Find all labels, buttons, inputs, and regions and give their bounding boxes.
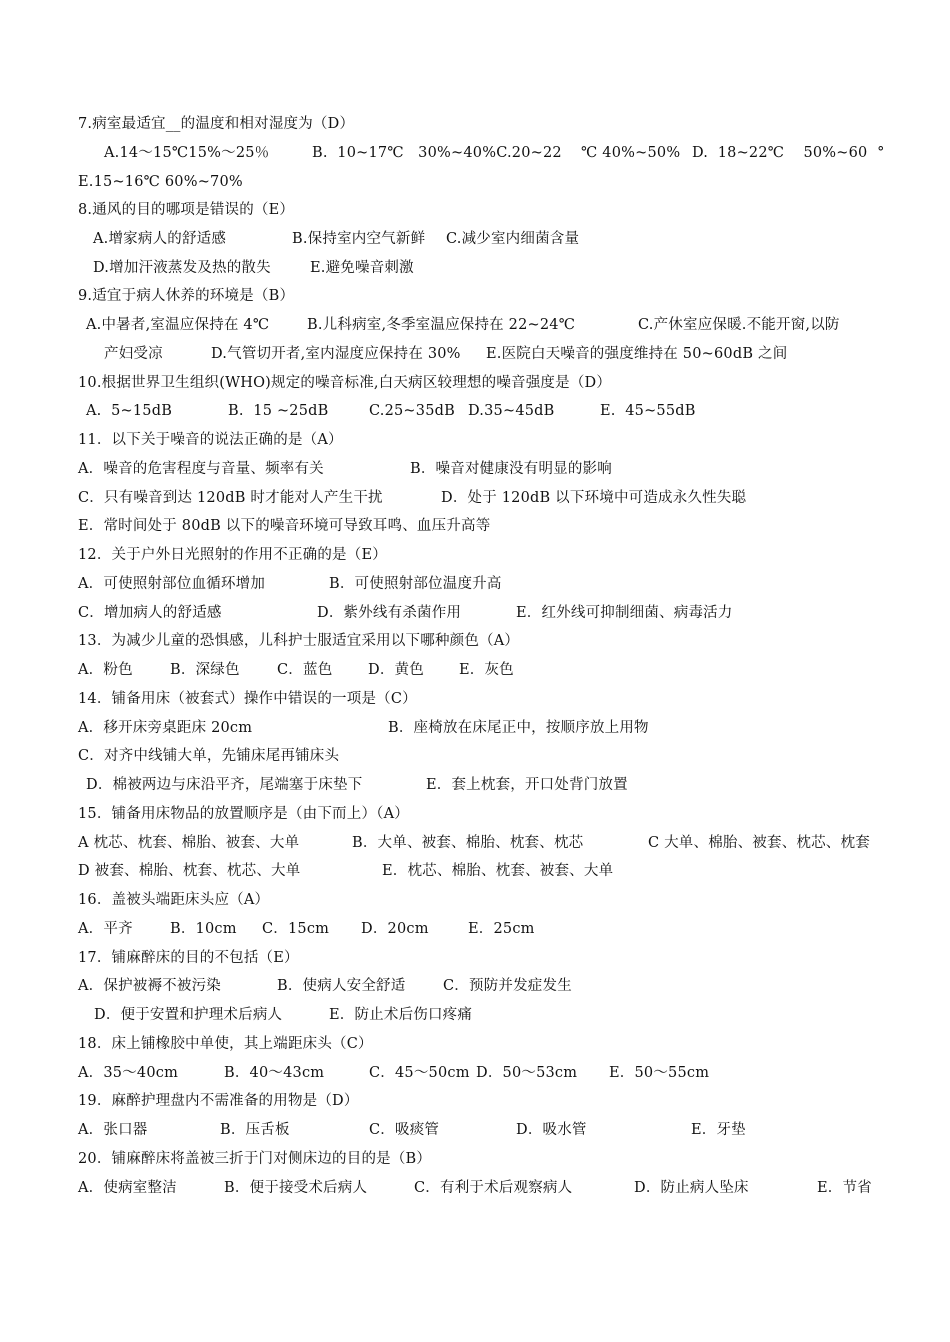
option-18c: C．45～50cm <box>369 1065 470 1081</box>
option-15a: A 枕芯、枕套、棉胎、被套、大单 <box>78 835 300 851</box>
option-15d: D 被套、棉胎、枕套、枕芯、大单 <box>78 863 301 879</box>
option-19b: B．压舌板 <box>220 1122 290 1138</box>
option-11a: A．噪音的危害程度与音量、频率有关 <box>78 461 324 477</box>
option-20c: C．有利于术后观察病人 <box>414 1180 573 1196</box>
option-17c: C．预防并发症发生 <box>443 978 572 994</box>
option-8a: A.增家病人的舒适感 <box>93 231 227 247</box>
option-13b: B．深绿色 <box>170 662 240 678</box>
option-10a: A. 5~15dB <box>86 403 173 419</box>
option-17e: E．防止术后伤口疼痛 <box>329 1007 473 1023</box>
option-14d: D．棉被两边与床沿平齐，尾端塞于床垫下 <box>86 777 363 793</box>
option-12a: A．可使照射部位血循环增加 <box>78 576 266 592</box>
question-12: 12．关于户外日光照射的作用不正确的是（E） <box>78 547 387 563</box>
option-8c: C.减少室内细菌含量 <box>446 231 580 247</box>
option-14b: B．座椅放在床尾正中，按顺序放上用物 <box>388 720 649 736</box>
option-17b: B．使病人安全舒适 <box>277 978 406 994</box>
option-13d: D．黄色 <box>368 662 424 678</box>
question-16: 16．盖被头端距床头应（A） <box>78 892 270 908</box>
option-14c: C．对齐中线铺大单，先铺床尾再铺床头 <box>78 748 340 764</box>
option-10d: D.35~45dB <box>468 403 555 419</box>
option-8b: B.保持室内空气新鲜 <box>292 231 426 247</box>
option-20e: E．节省 <box>817 1180 872 1196</box>
option-10e: E. 45~55dB <box>600 403 696 419</box>
option-18b: B．40～43cm <box>224 1065 325 1081</box>
option-9b: B.儿科病室,冬季室温应保持在 22~24℃ <box>307 317 576 333</box>
option-8d: D.增加汗液蒸发及热的散失 <box>93 260 271 276</box>
option-12c: C．增加病人的舒适感 <box>78 605 222 621</box>
option-16b: B．10cm <box>170 921 237 937</box>
option-18a: A．35～40cm <box>78 1065 179 1081</box>
option-20b: B．便于接受术后病人 <box>224 1180 368 1196</box>
option-17a: A．保护被褥不被污染 <box>78 978 221 994</box>
option-7e: E.15~16℃ 60%~70% <box>78 174 243 190</box>
option-19d: D．吸水管 <box>516 1122 587 1138</box>
question-14: 14．铺备用床（被套式）操作中错误的一项是（C） <box>78 691 417 707</box>
option-16e: E．25cm <box>468 921 535 937</box>
option-11d: D．处于 120dB 以下环境中可造成永久性失聪 <box>441 490 747 506</box>
option-9c-cont: 产妇受凉 <box>104 346 163 362</box>
option-11c: C．只有噪音到达 120dB 时才能对人产生干扰 <box>78 490 383 506</box>
option-11e: E．常时间处于 80dB 以下的噪音环境可导致耳鸣、血压升高等 <box>78 518 491 534</box>
option-12d: D．紫外线有杀菌作用 <box>317 605 462 621</box>
question-10: 10.根据世界卫生组织(WHO)规定的噪音标准,白天病区较理想的噪音强度是（D） <box>78 375 612 391</box>
option-18d: D．50～53cm <box>476 1065 578 1081</box>
question-17: 17．铺麻醉床的目的不包括（E） <box>78 950 299 966</box>
option-16d: D．20cm <box>361 921 429 937</box>
option-7bc: B. 10~17℃ 30%~40%C.20~22 ℃ 40%~50% <box>312 145 681 161</box>
option-16c: C．15cm <box>262 921 330 937</box>
question-9: 9.适宜于病人休养的环境是（B） <box>78 288 295 304</box>
option-20d: D．防止病人坠床 <box>634 1180 749 1196</box>
option-19a: A．张口器 <box>78 1122 148 1138</box>
option-17d: D．便于安置和护理术后病人 <box>94 1007 283 1023</box>
option-9a: A.中暑者,室温应保持在 4℃ <box>86 317 270 333</box>
option-13a: A．粉色 <box>78 662 133 678</box>
option-19e: E．牙垫 <box>691 1122 746 1138</box>
option-15c: C 大单、棉胎、被套、枕芯、枕套 <box>648 835 870 851</box>
question-11: 11．以下关于噪音的说法正确的是（A） <box>78 432 343 448</box>
option-20a: A．使病室整洁 <box>78 1180 177 1196</box>
option-12e: E．红外线可抑制细菌、病毒活力 <box>516 605 733 621</box>
option-9d: D.气管切开者,室内湿度应保持在 30% <box>211 346 461 362</box>
question-19: 19．麻醉护理盘内不需准备的用物是（D） <box>78 1093 359 1109</box>
option-9c: C.产休室应保暖.不能开窗,以防 <box>638 317 840 333</box>
option-18e: E．50～55cm <box>609 1065 710 1081</box>
question-13: 13．为减少儿童的恐惧感，儿科护士服适宜采用以下哪种颜色（A） <box>78 633 520 649</box>
option-16a: A．平齐 <box>78 921 133 937</box>
option-9e: E.医院白天噪音的强度维持在 50~60dB 之间 <box>486 346 788 362</box>
option-10b: B. 15 ~25dB <box>228 403 329 419</box>
option-13c: C．蓝色 <box>277 662 333 678</box>
question-7: 7.病室最适宜__的温度和相对湿度为（D） <box>78 116 355 132</box>
option-15e: E．枕芯、棉胎、枕套、被套、大单 <box>382 863 614 879</box>
option-8e: E.避免噪音刺激 <box>310 260 414 276</box>
question-15: 15．铺备用床物品的放置顺序是（由下而上）（A） <box>78 806 409 822</box>
question-8: 8.通风的目的哪项是错误的（E） <box>78 202 295 218</box>
option-7d: D. 18~22℃ 50%~60 ° <box>692 145 885 161</box>
option-15b: B．大单、被套、棉胎、枕套、枕芯 <box>352 835 584 851</box>
option-14a: A．移开床旁桌距床 20cm <box>78 720 253 736</box>
option-19c: C．吸痰管 <box>369 1122 440 1138</box>
option-12b: B．可使照射部位温度升高 <box>329 576 502 592</box>
option-11b: B．噪音对健康没有明显的影响 <box>410 461 612 477</box>
option-10c: C.25~35dB <box>369 403 455 419</box>
option-14e: E．套上枕套，开口处背门放置 <box>426 777 628 793</box>
option-7a: A.14～15℃15%～25％ <box>104 145 270 161</box>
option-13e: E．灰色 <box>459 662 514 678</box>
question-18: 18．床上铺橡胶中单使，其上端距床头（C） <box>78 1036 373 1052</box>
question-20: 20．铺麻醉床将盖被三折于门对侧床边的目的是（B） <box>78 1151 432 1167</box>
